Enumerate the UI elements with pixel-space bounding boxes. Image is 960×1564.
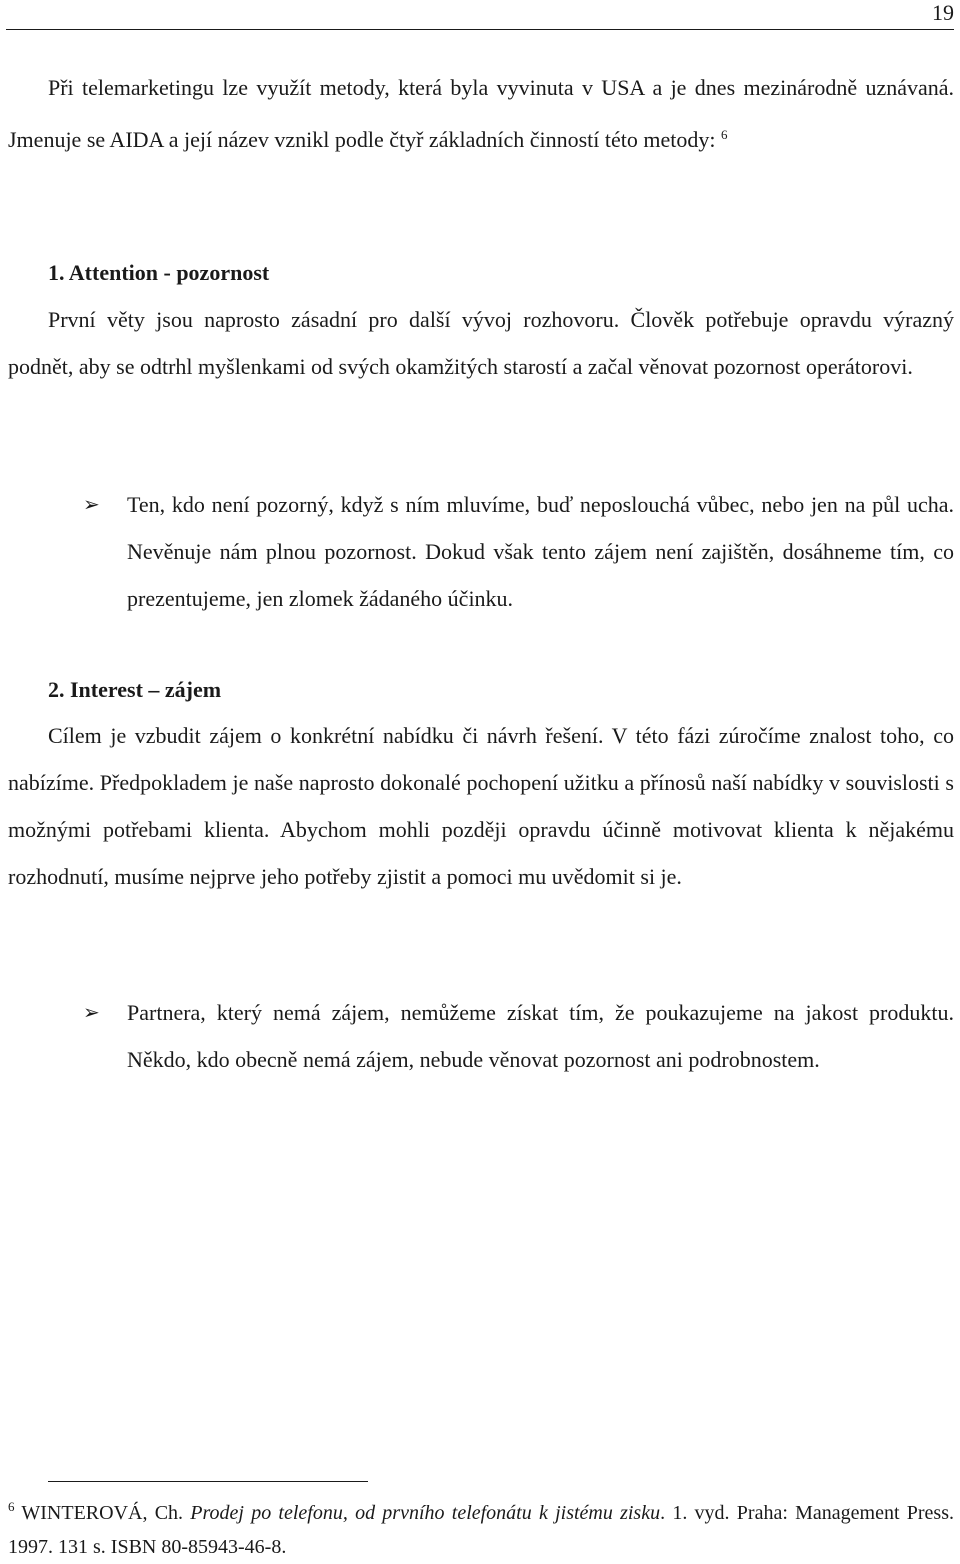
- intro-text: Při telemarketingu lze využít metody, která byla vyvinuta v USA a je dnes mezinárodně uznávaná. Jmenuje se AIDA a její název vznikl podle čtyř základních činností této metody:: [8, 75, 954, 152]
- arrowhead-bullet-icon: ➢: [83, 1000, 100, 1024]
- section-paragraph-interest: Cílem je vzbudit zájem o konkrétní nabídku či návrh řešení. V této fázi zúročíme znalost toho, co nabízíme. Předpokladem je naše naprosto dokonalé pochopení užitku a přínosů naší nabídky v souvislosti s možnými potřebami klienta. Abychom mohli později opravdu účinně motivovat klienta k nějakému rozhodnutí, musíme nejprve jeho potřeby zjistit a pomoci mu uvědomit si je.: [8, 723, 954, 889]
- arrowhead-bullet-icon: ➢: [83, 492, 100, 516]
- header-rule: [6, 29, 954, 30]
- intro-paragraph: [8, 64, 954, 163]
- footnote-number: 6: [8, 1499, 15, 1514]
- footnote-title: Prodej po telefonu, od prvního telefonátu k jistému zisku: [190, 1502, 661, 1524]
- footnote: [8, 1490, 954, 1564]
- section-heading-interest: 2. Interest – zájem: [48, 677, 222, 702]
- footnote-publication: . 1. vyd. Praha: Management Press. 1997. 131 s. ISBN 80-85943-46-8.: [8, 1502, 954, 1558]
- bullet-item-attention: [83, 481, 954, 622]
- section-heading-attention: 1. Attention - pozornost: [48, 260, 270, 285]
- section-paragraph-attention: První věty jsou naprosto zásadní pro další vývoj rozhovoru. Člověk potřebuje opravdu výrazný podnět, aby se odtrhl myšlenkami od svých okamžitých starostí a začal věnovat pozornost operátorovi.: [8, 307, 954, 379]
- footnote-reference: 6: [720, 127, 728, 142]
- bullet-item-interest: [83, 989, 954, 1083]
- bullet-text-interest: Partnera, který nemá zájem, nemůžeme získat tím, že poukazujeme na jakost produktu. Někdo, kdo obecně nemá zájem, nebude věnovat pozornost ani podrobnostem.: [127, 1000, 954, 1072]
- bullet-text-attention: Ten, kdo není pozorný, když s ním mluvíme, buď neposlouchá vůbec, nebo jen na půl ucha. Nevěnuje nám plnou pozornost. Dokud však tento zájem není zajištěn, dosáhneme tím, co prezentujeme, jen zlomek žádaného účinku.: [127, 492, 954, 611]
- page-number: 19: [932, 0, 954, 25]
- footnote-author: WINTEROVÁ, Ch.: [21, 1502, 184, 1524]
- footnote-rule: [48, 1481, 368, 1482]
